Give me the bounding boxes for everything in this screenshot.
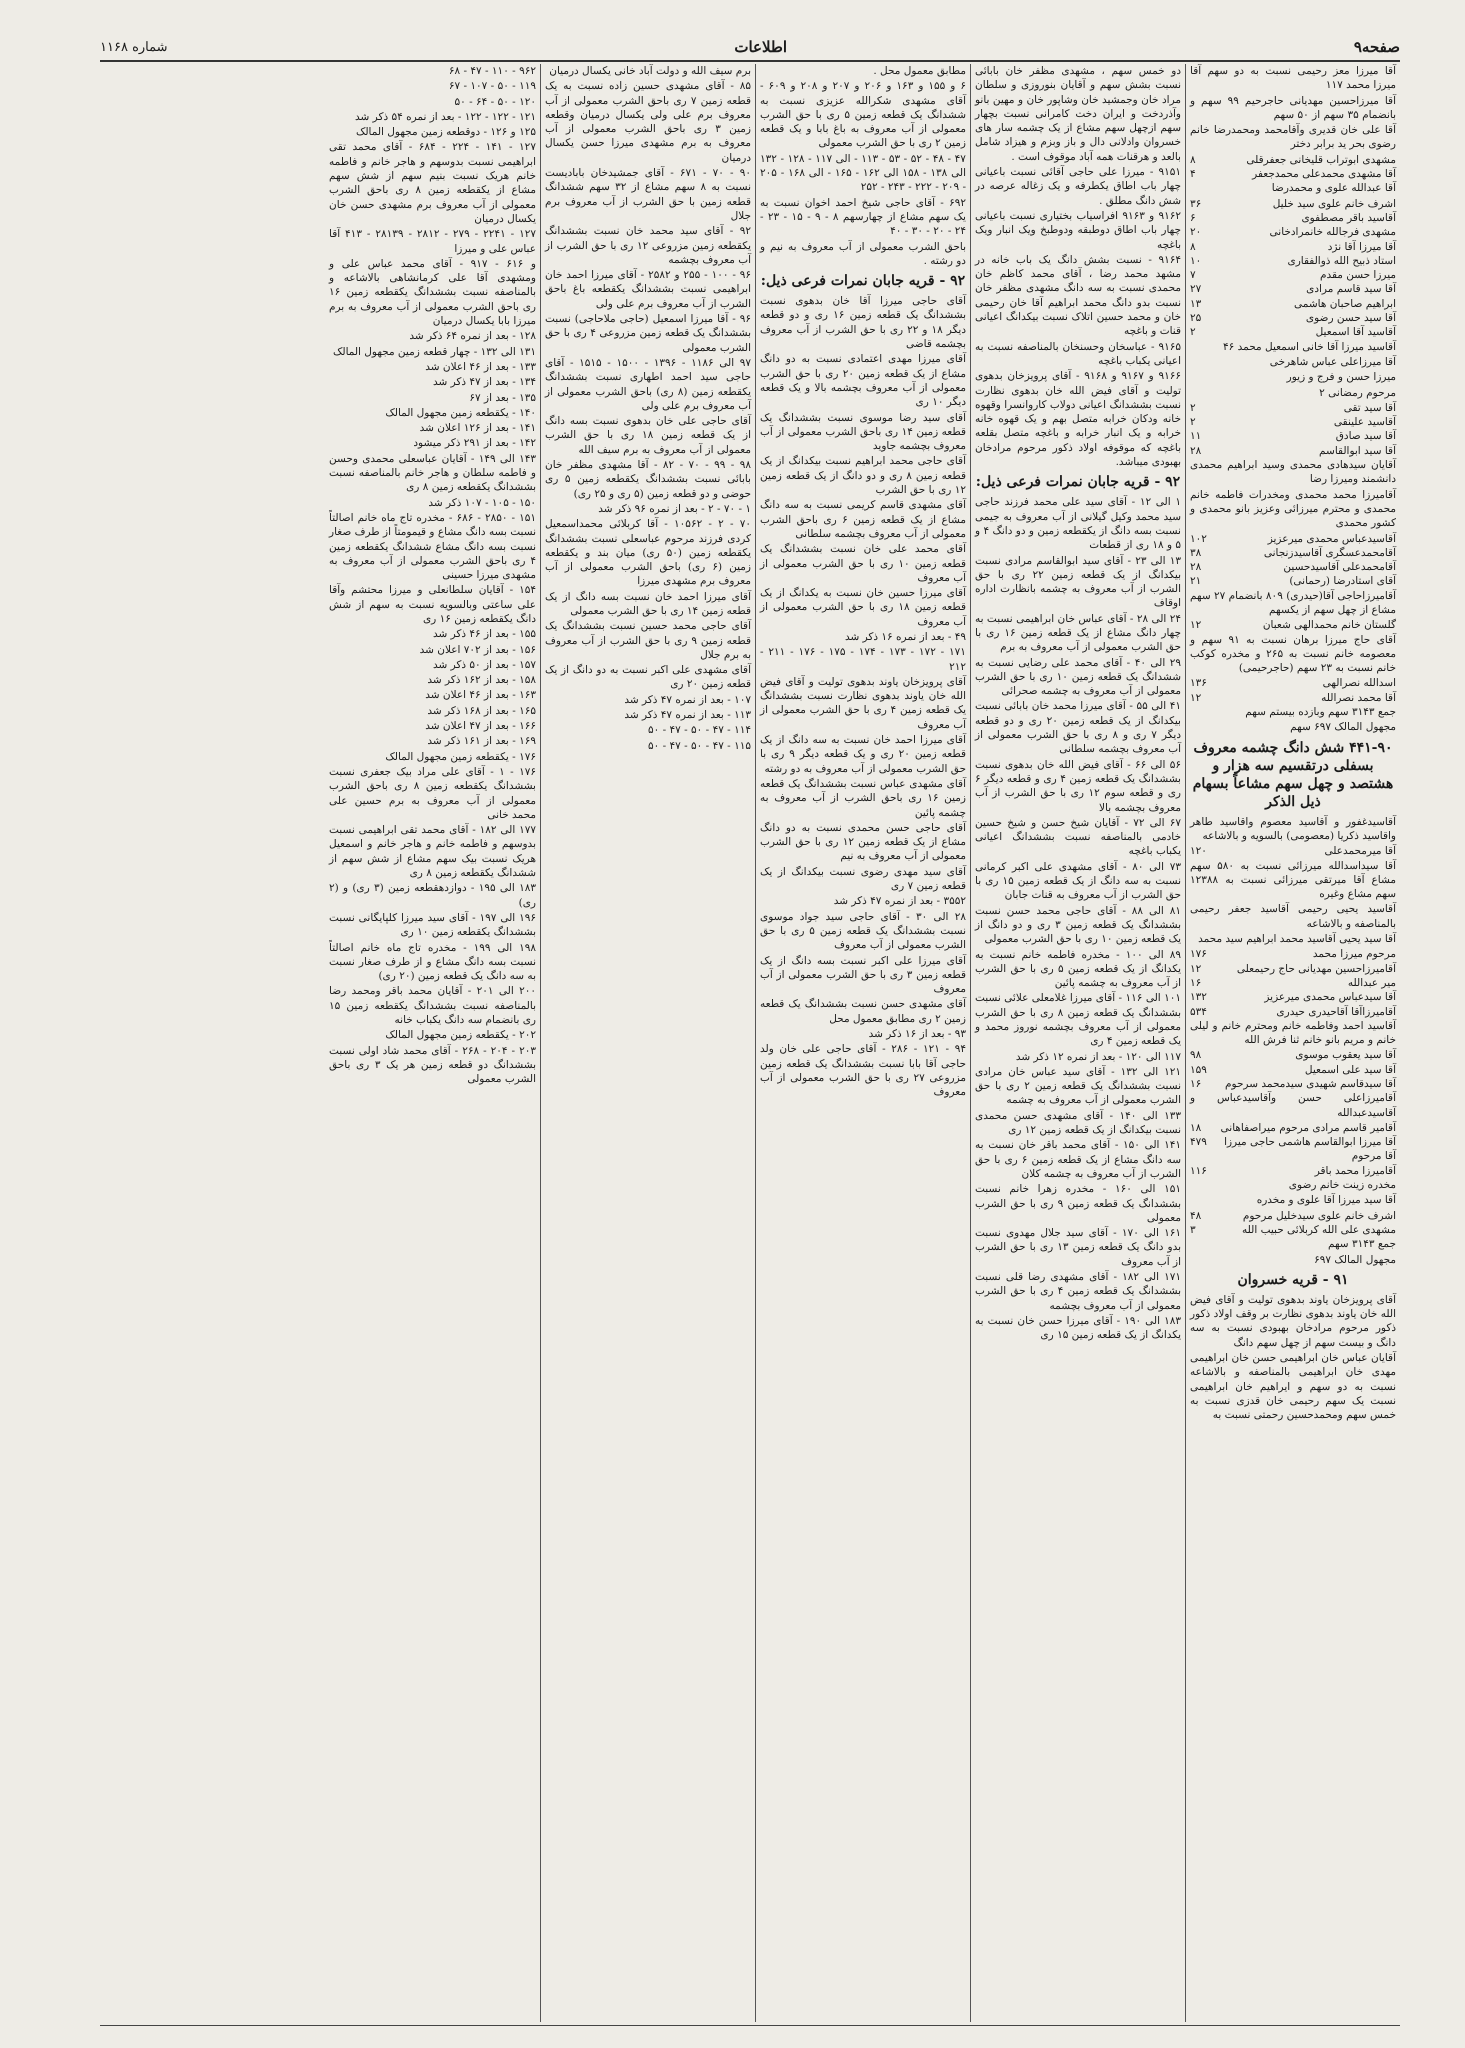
row-label: مشهدی فرجالله خانمرادخانی xyxy=(1269,226,1396,239)
list-row xyxy=(1190,976,1396,990)
paragraph: آقامیرزا محمد محمدی ومخدرات فاطمه خانم محمدی و محترم میرزائی وعزیز بانو محمدی و کشور محمدی xyxy=(1190,488,1396,530)
row-label: آقا میرمحمدعلی xyxy=(1324,845,1396,858)
paragraph: ۹۶ - ۱۰۰ - ۲۵۵ و ۲۵۸۲ - آقای میرزا احمد خان ابراهیمی نسبت بششدانگ یکقطعه باغ باحق الشرب از آب معروف برم علی ولی xyxy=(545,269,751,310)
paragraph: آقای سید رضا موسوی نسبت بششدانگ یک قطعه زمین ۱۴ ری باحق الشرب معمولی از آب معروف بچشمه جاوید xyxy=(760,411,967,453)
row-value: ۴۷۹ xyxy=(1190,1136,1207,1149)
paragraph: ۹۱۶۶ و ۹۱۶۷ و ۹۱۶۸ - آقای پرویزخان بدهوی تولیت و آقای فیض الله خان بدهوی نظارت نسبت بششدانگ اعیانی دولاب کاروانسرا وقهوه خانه ودکان خرابه متصل بهم و یک قهوه خانه خرابه و یک انبار خرابه و باغچه متصل بقلعه باغچه که موقوفه اولاد ذکور مرحوم مرادخان بهبودی میباشد. xyxy=(975,370,1182,469)
paragraph: ۸۱ الی ۸۸ - آقای حاجی محمد حسن نسبت بششدانگ یک قطعه زمین ۳ ری و دو دانگ از یک قطعه زمین ۱۰ ری با حق الشرب معمولی xyxy=(975,904,1181,946)
row-label: ابراهیم صاحبان هاشمی xyxy=(1294,297,1396,310)
row-label: مشهدی ابوتراب قلیخانی جعفرقلی xyxy=(1246,153,1396,166)
row-value: ۱۵۹ xyxy=(1190,1063,1207,1076)
list-row xyxy=(1190,1048,1396,1062)
paragraph: آقای پرویزخان یاوند بدهوی تولیت و آقای فیض الله خان یاوند بدهوی نظارت بر وقف اولاد ذکور ذکور مرحوم مرادخان بهبودی نسبت به سه دانگ و بیست سهم از چهل سهم دانگ xyxy=(1190,1293,1396,1349)
row-label: میرزا حسن مقدم xyxy=(1319,269,1396,282)
list-row xyxy=(1190,197,1396,211)
list-row xyxy=(1190,532,1396,546)
paragraph: ۱۳ الی ۲۳ - آقای سید ابوالقاسم مرادی نسبت بیکدانگ از یک قطعه زمین ۲۲ ری با حق الشرب از آب معروف به چشمه بانظارت اداره اوقاف xyxy=(975,554,1182,610)
list-row xyxy=(1190,240,1396,254)
row-label: آقامیر قاسم مرادی مرحوم میراصفاهانی xyxy=(1220,1121,1396,1134)
paragraph: ۲۰۳ - ۲۰۴ - ۲۶۸ - آقای محمد شاد اولی نسبت بششدانگ دو قطعه زمین هر یک ۳ ری باحق الشرب معمولی xyxy=(329,1044,537,1086)
row-label: آقاسیدعباس محمدی میرعزیز xyxy=(1267,532,1396,545)
paragraph: ۱۵۷ - بعد از ۵۰ ذکر شد xyxy=(432,658,536,671)
paragraph: ۹۲ - آقای سید محمد خان نسبت بششدانگ یکقطعه زمین مزروعی ۱۲ ری با حق الشرب از آب معروف بچشمه xyxy=(545,225,751,266)
list-row xyxy=(1190,574,1396,588)
row-label: آقا میرزا آقا نژد xyxy=(1327,240,1396,253)
paragraph: ۱۵۴ - آقایان سلطانعلی و میرزا محتشم وآقا علی ساعتی وبالسویه نسبت به سهم از شش دانگ یکقطعه زمین ۱۶ ری xyxy=(329,584,536,625)
row-value: ۱۶ xyxy=(1190,1078,1202,1090)
paragraph: میرزا حسن و فرج و زیور xyxy=(1286,371,1396,384)
paragraph: ۱۴۳ الی ۱۴۹ - آقایان عباسعلی محمدی وحسن و فاطمه سلطان و هاجر خانم بالمناصفه نسبت بششدانگ یکقطعه زمین ۸ ری xyxy=(329,452,536,494)
paragraph: ۱۵۸ - بعد از ۱۶۲ ذکر شد xyxy=(427,674,536,687)
paragraph: ۱۱۹ - ۵۰ - ۱۰۷ - ۶۷ xyxy=(448,80,536,93)
paragraph: ۱۶۳ - بعد از ۴۶ اعلان شد xyxy=(425,689,536,702)
row-value: ۶ xyxy=(1190,211,1196,224)
row-value: ۵۳۴ xyxy=(1190,1005,1207,1018)
paragraph: ۶۷ الی ۷۲ - آقایان شیخ حسن و شیخ حسین خادمی بالمناصفه نسبت بششدانگ اعیانی یکباب باغچه xyxy=(975,816,1181,858)
row-value: ۳۸ xyxy=(1190,546,1202,559)
list-row xyxy=(1190,618,1396,632)
paragraph: برم سیف الله و دولت آباد خانی یکسال درمیان xyxy=(549,65,751,77)
list-row xyxy=(1190,282,1396,296)
row-value: ۲۰ xyxy=(1190,226,1202,239)
paragraph: ۲۸ الی ۳۰ - آقای حاجی سید جواد موسوی نسبت بششدانگ یک قطعه زمین ۵ ری با حق الشرب معمولی از آب معروف xyxy=(760,910,966,952)
row-label: آقا سید ابوالقاسم xyxy=(1319,444,1396,457)
paragraph: ۱۳۳ - بعد از ۴۶ اعلان شد xyxy=(425,360,536,373)
paragraph: ۱۱۴ - ۴۷ - ۵۰ - ۴۷ - ۵۰ xyxy=(648,724,751,737)
list-row xyxy=(1190,990,1396,1004)
row-value: ۸ xyxy=(1190,153,1196,166)
column-1 xyxy=(1185,64,1400,2022)
row-label: آقا سیدعباس محمدی میرعزیز xyxy=(1264,991,1396,1004)
paragraph: آقاسید احمد وفاطمه خانم ومحترم خانم و لیلی خانم و مریم بانو خانم ثنا فرش الله xyxy=(1190,1019,1396,1047)
list-row xyxy=(1190,325,1396,339)
paragraph: ۱۲۷ - ۲۲۴۱ - ۲۷۹ - ۲۸۱۲ - ۲۸۱۳۹ - ۴۱۳ آقا عباس علی و میرزا xyxy=(329,228,537,255)
list-row xyxy=(1190,429,1396,443)
paragraph: ۱۵۰ - ۱۰۵ - ۱۰۷ ذکر شد xyxy=(428,496,536,509)
paragraph: ۱۸۳ الی ۱۹۵ - دوازدهقطعه زمین (۳ ری) و (۲ ری) xyxy=(329,882,536,909)
list-row xyxy=(1190,947,1396,961)
paragraph: ۱۷۶ - ۱ - آقای علی مراد بیک جعفری نسبت بششدانگ یکقطعه زمین ۸ ری باحق الشرب معمولی از آب معروف به برم حسین علی محمد خانی xyxy=(329,765,536,821)
bottom-rule xyxy=(100,2025,1400,2026)
paragraph: ۱۳۱ الی ۱۳۲ - چهار قطعه زمین مجهول المالک xyxy=(332,345,536,358)
paragraph: آقاسید یحیی رحیمی آقاسید جعفر رحیمی بالمناصفه و بالاشاعه xyxy=(1190,903,1396,930)
paragraph: ۹۴ - ۱۲۱ - ۲۸۶ - آقای حاجی علی خان ولد حاجی آقا بابا نسبت بششدانگ یک قطعه زمین مزروعی ۲۷ ری با حق الشرب معمولی از آب معروف xyxy=(760,1043,966,1099)
list-row xyxy=(1190,254,1396,268)
row-value: ۴۸ xyxy=(1190,1209,1202,1222)
paragraph: ۱۷۷ الی ۱۸۲ - آقای محمد تقی ابراهیمی نسبت بدوسهم و فاطمه خانم و هاجر خانم و اسمعیل هریک نسبت بیک سهم مشاع از شش سهم از ششدانگ یکقطعه زمین ۸ ری xyxy=(329,824,536,880)
paragraph: ۹۱۶۲ و ۹۱۶۳ افراسیاب بختیاری نسبت باعیانی چهار باب اطاق دوطبقه ودوطبخ ویک انبار ویک باغچه xyxy=(975,209,1181,251)
paragraph: آقا علی خان قدیری وآقامحمد ومحمدرضا خانم رضوی بحر ید برابر دختر xyxy=(1190,124,1396,151)
list-row xyxy=(1190,401,1396,415)
paragraph: آقا سید میرزا آقا علوی و مخدره xyxy=(1256,1194,1396,1207)
paragraph: ۶۹۲ - آقای حاجی شیخ احمد اخوان نسبت به یک سهم مشاع از چهارسهم ۸ - ۹ - ۱۵ - ۲۳ - ۲۴ - ۲۰ - ۳۰ - ۴۰ xyxy=(760,196,966,238)
paragraph: آقای مشهدی عباس نسبت بششدانگ یک قطعه زمین ۱۶ ری باحق الشرب از آب معروف به چشمه پائین xyxy=(760,777,966,819)
row-label: مرحوم میرزا محمد xyxy=(1312,948,1396,961)
row-value: ۱۳ xyxy=(1190,297,1202,310)
paragraph: آقای حاجی میرزا آقا خان بدهوی نسبت بششدانگ یک قطعه زمین ۱۶ ری و دو قطعه دیگر ۱۸ و ۲۲ ری با حق الشرب از آب معروف بچشمه قاضی xyxy=(760,295,966,351)
top-rule xyxy=(100,60,1400,62)
paragraph: آقای میرزا احمد خان نسبت به سه دانگ از یک قطعه زمین ۲۰ ری و یک قطعه دیگر ۹ ری با حق الشرب معمولی از آب معروف به دو رشته xyxy=(760,734,966,775)
row-label: آقاسید باقر مصطفوی xyxy=(1301,211,1396,224)
paragraph: آقای میرزا علی اکبر نسبت بسه دانگ از یک قطعه زمین ۳ ری با حق الشرب معمولی از آب معروف xyxy=(760,954,967,996)
paragraph: آقا سید یحیی آقاسید محمد ابراهیم سید محمد xyxy=(1198,933,1396,946)
row-value: ۲۸ xyxy=(1190,561,1202,574)
list-row xyxy=(1190,1209,1396,1223)
list-row xyxy=(1190,1223,1396,1237)
row-value: ۱۲۰ xyxy=(1190,845,1207,858)
paragraph: ۹۶ - آقا میرزا اسمعیل (حاجی ملاحاجی) نسبت بششدانگ یک قطعه زمین مزروعی ۴ ری با حق الشرب معمولی xyxy=(545,313,751,354)
row-value: ۱۱ xyxy=(1190,430,1202,443)
row-label: آقا سید قاسم مرادی xyxy=(1306,283,1396,296)
paragraph: آقای میرزا مهدی اعتمادی نسبت به دو دانگ مشاع از یک قطعه زمین ۲۰ ری با حق الشرب معمولی از آب معروف بچشمه بالا و یک قطعه دیگر ۱۰ ری xyxy=(760,353,966,409)
paragraph: آقای حاجی محمد ابراهیم نسبت بیکدانگ از یک قطعه زمین ۸ ری و دو دانگ از یک قطعه زمین ۱۲ ری با حق الشرب xyxy=(760,455,967,497)
row-label: مشهدی علی الله کربلائی حبیب الله xyxy=(1242,1223,1396,1236)
list-row xyxy=(1190,1121,1396,1135)
row-label: آقا مشهدی محمدعلی محمدجعفر xyxy=(1252,168,1396,181)
paragraph: ۱۳۵ - بعد از ۶۷ xyxy=(469,391,536,404)
row-value: ۳۶ xyxy=(1190,197,1202,210)
row-label: اسدالله نصرالهی xyxy=(1322,677,1396,690)
paragraph: ۱۴۱ - بعد از ۱۲۶ اعلان شد xyxy=(419,422,536,435)
paragraph: آقا میرزاحسین مهدیانی حاجرحیم ۹۹ سهم و بانضمام ۳۵ سهم از ۵۰ سهم xyxy=(1190,94,1396,121)
row-value: ۱۲ xyxy=(1190,619,1202,632)
row-value: ۲ xyxy=(1190,401,1196,414)
paragraph: ۹۶۲ - ۱۱۰ - ۴۷ - ۶۸ xyxy=(448,65,536,77)
row-value: ۲۱ xyxy=(1190,575,1202,588)
row-label: آقا سید حسن رضوی xyxy=(1305,312,1396,325)
paragraph: ۱۷۶ - یکقطعه زمین مجهول المالک xyxy=(385,750,536,763)
paragraph: ۱۷۱ - ۱۷۲ - ۱۷۳ - ۱۷۴ - ۱۷۵ - ۱۷۶ - ۲۱۱ - ۲۱۲ xyxy=(760,646,966,673)
row-label: آقامیرزاحسین مهدیانی حاج رحیمعلی xyxy=(1236,962,1396,975)
list-row xyxy=(1190,225,1396,239)
list-row xyxy=(1190,268,1396,282)
paragraph: دو خمس سهم ، مشهدی مظفر خان بابائی نسبت بشش سهم و آقایان بنوروزی و سلطان مراد خان وجمشید خان وشاپور خان و مهین بانو وآذردخت و ایران دخت کامرانی نسبت بچهار سهم ازچهل سهم مشاع از یک چشمه سار های خسروان وادلانی دال و باز وبزم و هیزاد شامل بالعد و هرقنات همه آباد موقوف است . xyxy=(975,65,1181,163)
list-row xyxy=(1190,311,1396,325)
paragraph: ۱۳۴ - بعد از ۴۷ ذکر شد xyxy=(432,376,536,389)
paragraph: آقای پرویزخان یاوند بدهوی تولیت و آقای فیض الله خان یاوند بدهوی نظارت نسبت بششدانگ یک قطعه زمین ۴ ری با حق الشرب معمولی از آب معروف xyxy=(760,675,966,731)
list-row xyxy=(1190,1164,1396,1178)
section-heading: ۹۲ - قریه جابان نمرات فرعی ذیل: xyxy=(975,474,1181,491)
paragraph: ۱۶۹ - بعد از ۱۶۱ ذکر شد xyxy=(427,735,536,748)
paragraph: و ۶۱۶ - ۹۱۷ - آقای محمد عباس علی و ومشهدی آقا علی کرمانشاهی بالاشاعه و بالمناصفه نسبت بششدانگ یکقطعه زمین ۱۶ ری باحق الشرب معمولی از آب معروف به برم میرزا بابا یکسال درمیان xyxy=(329,257,536,328)
columns-container xyxy=(100,64,1400,2022)
paragraph: آقایان عباس خان ابراهیمی حسن خان ابراهیمی مهدی خان ابراهیمی بالمناصفه و بالاشاعه نسبت به دو سهم و ایراهیم خان ابراهیمی نسبت یک سهم رحیمی خان قدزی نسبت به خمس سهم ومحمدحسین رحمتی نسبت به xyxy=(1190,1352,1396,1422)
paragraph: ۱۰۷ - بعد از نمره ۴۷ ذکر شد xyxy=(624,693,751,706)
paragraph: ۱۱۵ - ۴۷ - ۵۰ - ۴۷ - ۵۰ xyxy=(648,739,751,752)
section-heading: ۹۱ - قریه خسروان xyxy=(1237,1271,1349,1288)
row-label: گلستان خانم محمدالهی شعبان xyxy=(1262,619,1396,632)
paragraph: ۶ و ۱۵۵ و ۱۶۳ و ۲۰۶ و ۲۰۷ و ۲۰۸ و ۶۰۹ - آقای مشهدی شکرالله عزیزی نسبت به ششدانگ یک قطعه زمین ۵ ری با حق الشرب معمولی از آب معروف به باغ بابا و یک قطعه زمین ۲ ری با حق الشرب معمولی xyxy=(760,80,966,150)
paragraph: آقاسید میرزا آقا خانی اسمعیل محمد ۴۶ xyxy=(1223,340,1396,353)
row-label: آقامیرزاآقا آقاحیدری حیدری xyxy=(1276,1005,1396,1018)
row-label: آقامیرزا محمد باقر xyxy=(1314,1164,1396,1177)
row-label: آقا سیدقاسم شهیدی سیدمحمد سرحوم xyxy=(1225,1078,1396,1090)
row-value: ۱۲ xyxy=(1190,962,1202,975)
row-value: ۴ xyxy=(1190,168,1196,181)
paragraph: ۱ - ۷۰ - ۲ - بعد از نمره ۹۶ ذکر شد xyxy=(598,502,751,515)
paragraph: ۹۱۶۴ - نسبت بشش دانگ یک باب خانه در مشهد محمد رضا ، آقای محمد کاظم خان محمدی نسبت به سه دانگ مشهدی مظفر خان نسبت بدو دانگ محمد ابراهیم آقا خان رحیمی خان و محمد حسین اتلاک نسبت بیکدانگ اعیانی قنات و باغچه xyxy=(975,253,1181,338)
paragraph: ۹۷ الی ۱۱۸۶ - ۱۳۹۶ - ۱۵۰۰ - ۱۵۱۵ - آقای حاجی سید احمد اطهاری نسبت بششدانگ یکقطعه زمین (۸ ری) باحق الشرب معمولی از آب معروف برم علی ولی xyxy=(545,356,752,412)
paragraph: ۱۱۷ الی ۱۲۰ - بعد از نمره ۱۲ ذکر شد xyxy=(1015,1050,1181,1063)
paragraph: آقای مشهدی قاسم کریمی نسبت به سه دانگ مشاع از یک قطعه زمین ۶ ری باحق الشرب معمولی از آب معروف بچشمه سلطانی xyxy=(760,499,966,540)
row-value: ۱۳۶ xyxy=(1190,677,1207,690)
paragraph: آقای حاجی حسن محمدی نسبت به دو دانگ مشاع از یک قطعه زمین ۱۲ ری با حق الشرب معمولی از آب معروف به نیم xyxy=(760,821,966,863)
row-value: ۱۰۲ xyxy=(1190,532,1207,545)
paragraph: ۸۵ - آقای مشهدی حسین زاده نسبت به یک قطعه زمین ۷ ری باحق الشرب معمولی از آب معروف برم علی ولی یکسال درمیان وقطعه زمین ۳ ری باحق الشرب معمولی از آب معروف به برم مشهدی میرزا حسن یکسال درمیان xyxy=(545,80,751,164)
row-value: ۷ xyxy=(1190,269,1196,282)
paragraph: ۱۲۷ - ۱۴۱ - ۲۲۴ - ۶۸۴ - آقای محمد تقی ابراهیمی نسبت بدوسهم و هاجر خانم و فاطمه خانم هریک نسبت بنیم سهم از شش سهم مشاع از یکقطعه زمین ۸ ری باحق الشرب معمولی از آب معروف برم مشهدی حسن خان یکسال درمیان xyxy=(329,141,536,225)
column-4 xyxy=(540,64,755,2022)
paragraph: آقای حاجی علی خان بدهوی نسبت بسه دانگ از یک قطعه زمین ۱۸ ری با حق الشرب معمولی از آب معروف به برم سیف الله xyxy=(545,415,752,456)
paragraph: ۱۲۵ و ۱۲۶ - دوقطعه زمین مجهول المالک xyxy=(355,126,536,139)
paragraph: ۷۰ - ۲ - ۱۰۵۶۲ - آقا کربلائی محمداسمعیل کردی فرزند مرحوم عباسعلی نسبت بششدانگ یکقطعه زمین (۵۰ ری) میان بند و یکقطعه زمین (۶ ری) باحق الشرب معمولی از آب معروف برم مشهدی میرزا xyxy=(545,518,752,588)
paragraph: مخدره زینت خانم رضوی xyxy=(1288,1179,1396,1192)
paragraph: آقا سیداسدالله میرزائی نسبت به ۵۸۰ سهم مشاع آقا میرتقی میرزائی نسبت به ۱۲۳۸۸ سهم مشاع وغیره xyxy=(1190,859,1396,901)
paragraph: ۷۳ الی ۸۰ - آقای مشهدی علی اکبر کرمانی نسبت به سه دانگ از یک قطعه زمین ۱۵ ری با حق الشرب از آب معروف به قنات جابان xyxy=(975,860,1181,902)
paragraph: ۱۰۱ الی ۱۱۶ - آقای میرزا غلامعلی علائی نسبت بششدانگ یک قطعه زمین ۸ ری با حق الشرب معمولی از آب معروف بچشمه نوروز محمد و یک قطعه زمین ۴ ری xyxy=(975,992,1182,1048)
paragraph: ۲۰۲ - یکقطعه زمین مجهول المالک xyxy=(385,1029,536,1042)
paragraph: ۱۶۵ - بعد از ۱۶۸ ذکر شد xyxy=(427,704,536,717)
list-row xyxy=(1190,1135,1396,1164)
paragraph: آقای مشهدی حسن نسبت بششدانگ یک قطعه زمین ۲ ری مطابق معمول محل xyxy=(760,998,966,1025)
paragraph: آقای مشهدی علی اکبر نسبت به دو دانگ از یک قطعه زمین ۲۰ ری xyxy=(545,664,751,691)
row-label: آقامحمدعسگری آقاسیدزنجانی xyxy=(1263,546,1396,559)
row-label: آقامحمدعلی آقاسیدحسین xyxy=(1283,561,1396,574)
paragraph: آقای محمد علی خان نسبت بششدانگ یک قطعه زمین ۱۰ ری با حق الشرب معمولی از آب معروف xyxy=(760,543,967,584)
row-label: آقا سید تقی xyxy=(1343,401,1396,414)
list-row xyxy=(1190,167,1396,181)
list-row xyxy=(1190,962,1396,976)
list-row xyxy=(1190,1063,1396,1077)
paragraph: ۱۶۶ - بعد از ۴۷ اعلان شد xyxy=(425,720,536,733)
paragraph: ۱۳۳ الی ۱۴۰ - آقای مشهدی حسن محمدی نسبت بیکدانگ از یک قطعه زمین ۱۲ ری xyxy=(975,1109,1181,1137)
row-value: ۹۸ xyxy=(1190,1049,1202,1062)
row-value: ۸ xyxy=(1190,240,1196,253)
column-5 xyxy=(325,64,540,2022)
paragraph: آقای میرزا حسین خان نسبت به یکدانگ از یک قطعه زمین ۱۸ ری با حق الشرب معمولی از آب معروف xyxy=(760,587,967,628)
paragraph: مجهول المالک ۶۹۷ xyxy=(1314,1253,1396,1266)
paragraph: ۱۲۱ الی ۱۳۲ - آقای سید عباس خان مرادی نسبت بششدانگ یک قطعه زمین ۲ ری با حق الشرب معمولی از آب معروف به چشمه xyxy=(975,1065,1181,1107)
row-label: میر عبدالله xyxy=(1347,976,1396,989)
paragraph: ۱۷۱ الی ۱۸۲ - آقای مشهدی رضا قلی نسبت بششدانگ یک قطعه زمین ۴ ری با حق الشرب معمولی از آب معروف بچشمه xyxy=(975,1271,1182,1312)
row-value: ۲ xyxy=(1190,326,1196,339)
paper-title: اطلاعات xyxy=(734,38,788,56)
paragraph: ۱۲۸ - بعد از نمره ۶۴ ذکر شد xyxy=(409,330,536,343)
paragraph: ۱۶۱ الی ۱۷۰ - آقای سید جلال مهدوی نسبت بدو دانگ یک قطعه زمین ۱۳ ری با حق الشرب از آب معروف xyxy=(975,1227,1182,1268)
paragraph: ۱۹۸ الی ۱۹۹ - مخدره تاج ماه خانم اصالتاً نسبت بسه دانگ مشاع و از طرف صغار نسبت به سه دانگ یک قطعه زمین (۲۰ ری) xyxy=(329,941,536,983)
paragraph: باحق الشرب معمولی از آب معروف به نیم و دو رشته . xyxy=(760,240,966,267)
row-label: اشرف خانم علوی سیدخلیل مرحوم xyxy=(1242,1209,1396,1222)
row-label: آقاسید آقا اسمعیل xyxy=(1315,326,1396,339)
paragraph: ۱۱۳ - بعد از نمره ۴۷ ذکر شد xyxy=(624,709,751,722)
paragraph: آقا عبدالله علوی و محمدرضا xyxy=(1271,182,1396,195)
paragraph: ۱۴۱ الی ۱۵۰ - آقای محمد باقر خان نسبت به سه دانگ مشاع از یک قطعه زمین ۶ ری با حق الشرب از آب معروف به چشمه کلان xyxy=(975,1139,1182,1180)
paragraph: ۲۴ الی ۲۸ - آقای عباس خان ابراهیمی نسبت به چهار دانگ مشاع از یک قطعه زمین ۱۶ ری با حق الشرب معمولی از آب معروف به برم xyxy=(975,612,1182,654)
row-value: ۱۸ xyxy=(1190,1121,1202,1134)
row-label: آقا محمد نصرالله xyxy=(1321,691,1396,704)
row-label: آقای استادرضا (رحمانی) xyxy=(1289,575,1396,588)
row-value: ۱۳۲ xyxy=(1190,991,1207,1004)
paragraph: آقای حاجی محمد حسین نسبت بششدانگ یک قطعه زمین ۹ ری با حق الشرب از آب معروف به برم جلال xyxy=(545,620,752,661)
paragraph: ۹۱۵۱ - میرزا علی حاجی آقائی نسبت باعیانی چهار باب اطاق یکطرفه و یک زغاله عرصه در شش دانگ مطلق . xyxy=(975,166,1181,207)
paragraph: ۱۹۶ الی ۱۹۷ - آقای سید میرزا کلپایگانی نسبت بششدانگ یکقطعه زمین ۱۰ ری xyxy=(329,911,537,939)
paragraph: ۱۵۱ الی ۱۶۰ - مخدره زهرا خانم نسبت بششدانگ یک قطعه زمین ۹ ری با حق الشرب معمولی xyxy=(975,1183,1182,1224)
paragraph: ۱ الی ۱۲ - آقای سید علی محمد فرزند حاجی سید محمد وکیل گیلانی از آب معروف به جیمی نسبت بسه دانگ از یکقطعه زمین و دو دانگ ۴ و ۵ و ۱۸ ری از قطعات xyxy=(975,496,1181,552)
paragraph: آقای سید مهدی رضوی نسبت بیکدانگ از یک قطعه زمین ۷ ری xyxy=(760,865,966,893)
list-row xyxy=(1190,1077,1396,1091)
paragraph: آقا میرزا معز رحیمی نسبت به دو سهم آقا میرزا محمد ۱۱۷ xyxy=(1190,65,1396,92)
paragraph: ۳۵۵۲ - بعد از نمره ۴۷ ذکر شد xyxy=(833,895,966,908)
list-row xyxy=(1190,1005,1396,1019)
row-label: استاد ذبیح الله ذوالفقاری xyxy=(1287,254,1396,267)
paragraph: آقامیرزاحاجی آقا(حیدری) ۸۰۹ بانضمام ۲۷ سهم مشاع از چهل سهم از یکسهم xyxy=(1190,589,1396,616)
list-row xyxy=(1190,844,1396,858)
row-value: ۲۵ xyxy=(1190,312,1202,325)
column-2 xyxy=(970,64,1185,2022)
row-label: آقاسید علینقی xyxy=(1333,416,1396,429)
section-heading: ۹۲ - قریه جابان نمرات فرعی ذیل: xyxy=(760,273,966,290)
paragraph: ۲۹ الی ۴۰ - آقای محمد علی رضایی نسبت به ششدانگ یک قطعه زمین ۱۰ ری با حق الشرب معمولی از آب معروف به چشمه صحرائی xyxy=(975,656,1182,698)
row-label: آقا سید یعقوب موسوی xyxy=(1295,1049,1396,1062)
paragraph: ۹۳ - بعد از ۱۶ ذکر شد xyxy=(868,1028,966,1040)
paragraph: آقای میرزا احمد خان نسبت بسه دانگ از یک قطعه زمین ۱۴ ری با حق الشرب معمولی xyxy=(545,590,751,617)
paragraph: ۴۷ - ۴۸ - ۵۲ - ۵۳ - ۱۱۳ - الی ۱۱۷ - ۱۲۸ - ۱۳۲ الی ۱۳۸ - ۱۵۸ الی ۱۶۲ - ۱۶۵ - الی ۱۶۸ - ۲۰۵ - ۲۰۹ - ۲۲۲ - ۲۴۳ - ۲۵۲ xyxy=(760,152,966,194)
row-value: ۱۲ xyxy=(1190,691,1202,704)
masthead xyxy=(100,35,1400,59)
list-row xyxy=(1190,415,1396,429)
paragraph: جمع ۳۱۴۳ سهم xyxy=(1327,1238,1396,1251)
paragraph: ۴۹ - بعد از نمره ۱۶ ذکر شد xyxy=(844,630,966,643)
row-value: ۱۶ xyxy=(1190,976,1202,989)
paragraph: ۱۲۱ - ۱۲۲ - ۱۲۲ - بعد از نمره ۵۴ ذکر شد xyxy=(355,110,536,123)
paragraph: ۱۸۳ الی ۱۹۰ - آقای میرزا حسن خان نسبت به یکدانگ از یک قطعه زمین ۱۵ ری xyxy=(975,1314,1181,1342)
paragraph: ۱۵۶ - بعد از ۷۰۲ اعلان شد xyxy=(419,643,536,656)
row-value: ۱۷۶ xyxy=(1190,948,1207,961)
paragraph: ۱۵۵ - بعد از ۴۶ ذکر شد xyxy=(432,628,536,641)
page-number: صفحه۹ xyxy=(1353,38,1400,56)
paragraph: آقایان سیدهادی محمدی وسید ابراهیم محمدی دانشمند ومیرزا رضا xyxy=(1190,459,1396,486)
paragraph: مطابق معمول محل . xyxy=(873,65,966,77)
row-value: ۱۰ xyxy=(1190,254,1202,267)
paragraph: آقای حاج میرزا برهان نسبت به ۹۱ سهم و معصومه خانم نسبت به ۲۶۵ و مخدره کوکب خانم نسبت به ۲۳ سهم (حاجرحیمی) xyxy=(1190,633,1396,675)
column-3 xyxy=(755,64,970,2022)
list-row xyxy=(1190,691,1396,705)
list-row xyxy=(1190,546,1396,560)
paragraph: ۹۰ - ۷۰ - ۶۷۱ - آقای جمشیدخان بابادیست نسبت به ۸ سهم مشاع از ۳۲ سهم ششدانگ قطعه زمین با حق الشرب از آب معروف برم جلال xyxy=(545,167,751,222)
paragraph: مرحوم رمضانی ۲ xyxy=(1319,386,1396,399)
list-row xyxy=(1190,211,1396,225)
paragraph: آقاسیدغفور و آقاسید معصوم واقاسید طاهر واقاسید ذکریا (معصومی) بالسویه و بالاشاعه xyxy=(1190,815,1396,842)
paragraph: ۵۶ الی ۶۶ - آقای فیض الله خان بدهوی نسبت بششدانگ یک قطعه زمین ۴ ری و قطعه دیگر ۶ ری و قطعه سوم ۱۲ ری با حق الشرب از آب معروف بچشمه بالا xyxy=(975,758,1182,814)
section-heading: ۴۴۱-۹۰ شش دانگ چشمه معروف بسفلی درتقسیم سه هزار و هشتصد و چهل سهم مشاعاً بسهام ذیل الذکر xyxy=(1192,739,1394,810)
row-value: ۲ xyxy=(1190,416,1196,429)
paragraph: ۱۴۰ - یکقطعه زمین مجهول المالک xyxy=(385,406,536,419)
paragraph: ۱۲۰ - ۵۰ - ۶۴ - ۵۰ xyxy=(454,95,536,108)
paragraph: مجهول المالک ۶۹۷ سهم xyxy=(1290,721,1396,734)
paragraph: ۹۱۶۵ - عباسخان وحسنخان بالمناصفه نسبت به اعیانی یکباب باغچه xyxy=(975,340,1181,367)
paragraph: ۸۹ الی ۱۰۰ - مخدره فاطمه خانم نسبت به یکدانگ از یک قطعه زمین ۵ ری با حق الشرب از آب معروف به چشمه پائین xyxy=(975,948,1181,990)
paragraph: آقامیرزاعلی حسن وآقاسیدعباس و آقاسیدعبدالله xyxy=(1190,1092,1396,1119)
list-row xyxy=(1190,560,1396,574)
list-row xyxy=(1190,444,1396,458)
row-value: ۲۸ xyxy=(1190,444,1202,457)
paragraph: ۱۵۱ - ۲۸۵۰ - ۶۸۶ - مخدره تاج ماه خانم اصالتاً نسبت بسه دانگ مشاع و قیمومتاً از طرف صغار نسبت بسه دانگ مشاع ششدانگ یکقطعه زمین ۴ ری باحق الشرب معمولی از آب معروف به مشهدی میرزا حسینی xyxy=(329,511,536,582)
row-value: ۱۱۶ xyxy=(1190,1164,1207,1177)
row-label: آقا سید علی اسمعیل xyxy=(1304,1063,1396,1076)
list-row xyxy=(1190,153,1396,167)
list-row xyxy=(1190,676,1396,690)
paragraph: ۴۱ الی ۵۵ - آقای میرزا محمد خان بابائی نسبت بیکدانگ از یک قطعه زمین ۲۰ ری و دو قطعه دیگر ۷ ری و ۸ ری با حق الشرب معمولی از آب معروف بچشمه سلطانی xyxy=(975,700,1182,756)
row-value: ۲۷ xyxy=(1190,283,1202,296)
paragraph: ۹۸ - ۹۹ - ۷۰ - ۸۲ - آقا مشهدی مظفر خان بابائی نسبت بششدانگ یکقطعه زمین ۵ ری حوضی و دو قطعه زمین (۵ ری و ۲۵ ری) xyxy=(545,459,751,500)
row-value: ۳ xyxy=(1190,1223,1196,1236)
list-row xyxy=(1190,297,1396,311)
paragraph: آقا میرزاعلی عباس شاهرخی xyxy=(1269,355,1396,368)
issue-number: شماره ۱۱۶۸ xyxy=(100,39,168,55)
row-label: آقا سید صادق xyxy=(1335,430,1396,443)
row-label: اشرف خانم علوی سید خلیل xyxy=(1272,197,1396,210)
paragraph: ۱۴۲ - بعد از ۲۹۱ ذکر میشود xyxy=(413,437,536,450)
row-label: آقا میرزا ابوالقاسم هاشمی حاجی میرزا آقا مرحوم xyxy=(1224,1136,1396,1163)
paragraph: جمع ۳۱۴۳ سهم وبازده بیستم سهم xyxy=(1245,706,1396,719)
paragraph: ۲۰۰ الی ۲۰۱ - آقایان محمد باقر ومحمد رضا بالمناصفه نسبت بششدانگ یکقطعه زمین ۱۵ ری بانضمام سه دانگ یکباب خانه xyxy=(329,985,537,1026)
